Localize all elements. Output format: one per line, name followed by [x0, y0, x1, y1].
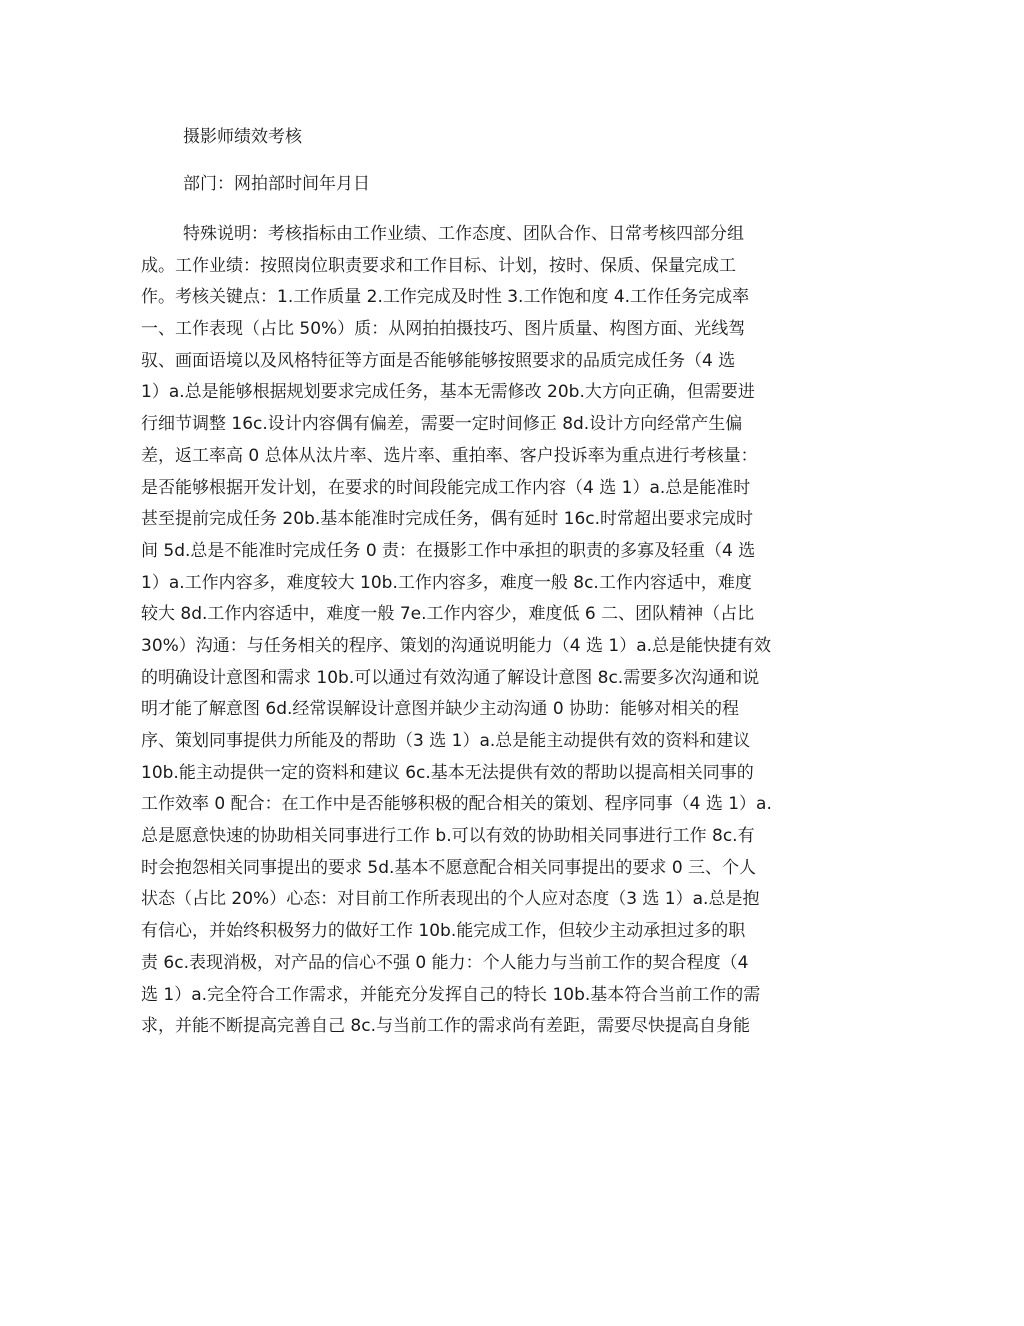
- body-line: 30%）沟通：与任务相关的程序、策划的沟通说明能力（4 选 1）a.总是能快捷有效: [141, 635, 772, 656]
- body-line: 特殊说明：考核指标由工作业绩、工作态度、团队合作、日常考核四部分组: [183, 224, 744, 244]
- body-line: 间 5d.总是不能准时完成任务 0 责：在摄影工作中承担的职责的多寡及轻重（4 选: [141, 540, 756, 561]
- body-line: 作。考核关键点：1.工作质量 2.工作完成及时性 3.工作饱和度 4.工作任务完成率: [141, 287, 750, 308]
- body-line: 10b.能主动提供一定的资料和建议 6c.基本无法提供有效的帮助以提高相关同事的: [141, 762, 754, 783]
- document-title: 摄影师绩效考核: [183, 127, 302, 147]
- body-line: 是否能够根据开发计划，在要求的时间段能完成工作内容（4 选 1）a.总是能准时: [141, 477, 751, 498]
- body-line: 甚至提前完成任务 20b.基本能准时完成任务，偶有延时 16c.时常超出要求完成时: [141, 509, 754, 530]
- body-line: 状态（占比 20%）心态：对目前工作所表现出的个人应对态度（3 选 1）a.总是抱: [141, 889, 760, 910]
- body-line: 行细节调整 16c.设计内容偶有偏差，需要一定时间修正 8d.设计方向经常产生偏: [141, 414, 743, 435]
- body-line: 总是愿意快速的协助相关同事进行工作 b.可以有效的协助相关同事进行工作 8c.有: [141, 826, 755, 847]
- body-line: 明才能了解意图 6d.经常误解设计意图并缺少主动沟通 0 协助：能够对相关的程: [141, 699, 740, 720]
- body-line: 的明确设计意图和需求 10b.可以通过有效沟通了解设计意图 8c.需要多次沟通和说: [141, 667, 760, 688]
- department-line: 部门：网拍部时间年月日: [183, 174, 370, 194]
- body-line: 时会抱怨相关同事提出的要求 5d.基本不愿意配合相关同事提出的要求 0 三、个人: [141, 857, 757, 878]
- body-line: 1）a.工作内容多，难度较大 10b.工作内容多，难度一般 8c.工作内容适中，难度: [141, 572, 752, 593]
- body-line: 1）a.总是能够根据规划要求完成任务，基本无需修改 20b.大方向正确，但需要进: [141, 382, 755, 403]
- body-line: 选 1）a.完全符合工作需求，并能充分发挥自己的特长 10b.基本符合当前工作的需: [141, 984, 761, 1005]
- body-line: 序、策划同事提供力所能及的帮助（3 选 1）a.总是能主动提供有效的资料和建议: [141, 731, 751, 751]
- body-line: 较大 8d.工作内容适中，难度一般 7e.工作内容少，难度低 6 二、团队精神（占比: [141, 604, 755, 625]
- body-line: 有信心，并始终积极努力的做好工作 10b.能完成工作，但较少主动承担过多的职: [141, 921, 746, 942]
- body-line: 一、工作表现（占比 50%）质：从网拍拍摄技巧、图片质量、构图方面、光线驾: [141, 319, 746, 340]
- body-line: 驭、画面语境以及风格特征等方面是否能够能够按照要求的品质完成任务（4 选: [141, 350, 736, 371]
- document-body: [141, 219, 861, 1043]
- body-line: 成。工作业绩：按照岗位职责要求和工作目标、计划，按时、保质、保量完成工: [141, 255, 736, 276]
- body-line: 求，并能不断提高完善自己 8c.与当前工作的需求尚有差距，需要尽快提高自身能: [141, 1016, 750, 1037]
- body-line: 差，返工率高 0 总体从汰片率、选片率、重拍率、客户投诉率为重点进行考核量：: [141, 445, 758, 466]
- body-line: 工作效率 0 配合：在工作中是否能够积极的配合相关的策划、程序同事（4 选 1）a.: [141, 794, 772, 815]
- body-line: 责 6c.表现消极，对产品的信心不强 0 能力：个人能力与当前工作的契合程度（4: [141, 952, 749, 973]
